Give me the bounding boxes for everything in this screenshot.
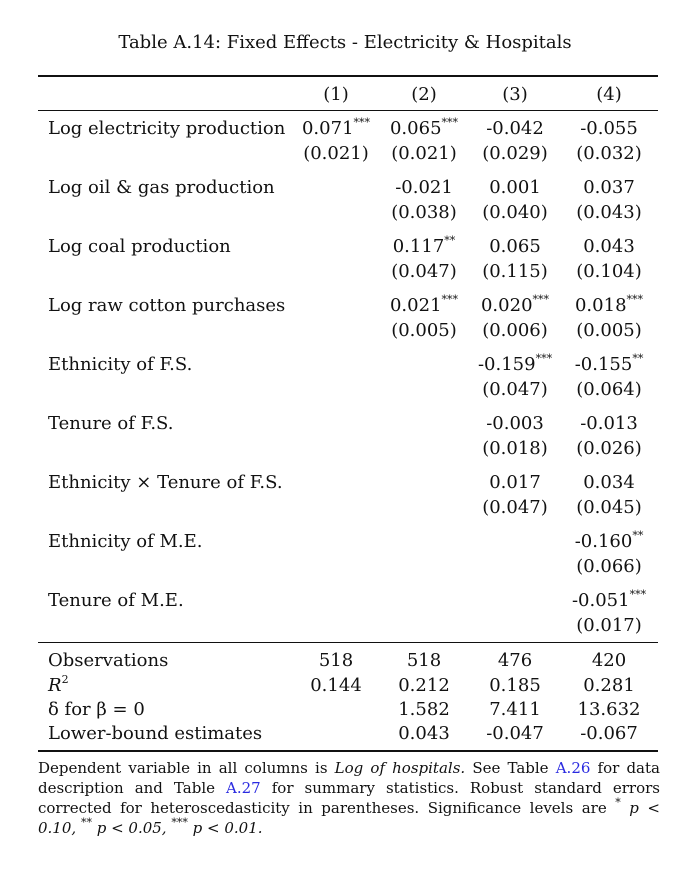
column-header-2: (2) <box>411 84 437 105</box>
significance-stars: *** <box>441 116 459 129</box>
coefficient-cell: 0.065 <box>489 236 541 257</box>
row-label: Log coal production <box>48 236 231 257</box>
coefficient-cell: -0.021 <box>395 177 453 198</box>
coefficient-cell: 0.001 <box>489 177 541 198</box>
column-header-1: (1) <box>323 84 349 105</box>
significance-stars: *** <box>532 293 550 306</box>
standard-error-cell: (0.029) <box>482 143 548 164</box>
coefficient-cell: 0.018*** <box>574 293 644 316</box>
standard-error-cell: (0.047) <box>391 261 457 282</box>
stat-value: -0.067 <box>580 723 638 744</box>
column-header-4: (4) <box>596 84 622 105</box>
coefficient-cell: -0.013 <box>580 413 638 434</box>
coefficient-cell: -0.042 <box>486 118 544 139</box>
stat-value: 0.281 <box>583 675 635 696</box>
significance-stars: *** <box>535 352 553 365</box>
significance-stars: *** <box>441 293 459 306</box>
stats-rule <box>38 642 658 643</box>
header-rule <box>38 110 658 111</box>
coefficient-cell: -0.159*** <box>477 352 553 375</box>
standard-error-cell: (0.047) <box>482 497 548 518</box>
stat-value: 0.043 <box>398 723 450 744</box>
standard-error-cell: (0.066) <box>576 556 642 577</box>
significance-stars: ** <box>444 234 456 247</box>
standard-error-cell: (0.018) <box>482 438 548 459</box>
column-header-3: (3) <box>502 84 528 105</box>
stat-value: 13.632 <box>577 699 641 720</box>
significance-stars: ** <box>632 529 644 542</box>
standard-error-cell: (0.017) <box>576 615 642 636</box>
significance-stars: *** <box>353 116 371 129</box>
significance-stars: *** <box>626 293 644 306</box>
row-label: Log electricity production <box>48 118 286 139</box>
stat-label-delta: δ for β = 0 <box>48 699 145 720</box>
stat-value: 420 <box>591 650 627 671</box>
standard-error-cell: (0.045) <box>576 497 642 518</box>
table-caption: Table A.14: Fixed Effects - Electricity & Hospitals <box>118 32 572 53</box>
standard-error-cell: (0.026) <box>576 438 642 459</box>
coefficient-cell: -0.051*** <box>571 588 647 611</box>
row-label: Ethnicity × Tenure of F.S. <box>48 472 283 493</box>
coefficient-cell: 0.065*** <box>389 116 459 139</box>
top-rule <box>38 75 658 77</box>
standard-error-cell: (0.006) <box>482 320 548 341</box>
row-label: Ethnicity of M.E. <box>48 531 203 552</box>
stat-value: 0.144 <box>310 675 362 696</box>
row-label: Tenure of M.E. <box>48 590 184 611</box>
standard-error-cell: (0.032) <box>576 143 642 164</box>
stat-value: 476 <box>497 650 533 671</box>
coefficient-cell: 0.021*** <box>389 293 459 316</box>
coefficient-cell: 0.043 <box>583 236 635 257</box>
standard-error-cell: (0.005) <box>391 320 457 341</box>
standard-error-cell: (0.064) <box>576 379 642 400</box>
row-label: Log oil & gas production <box>48 177 275 198</box>
stat-value: 0.212 <box>398 675 450 696</box>
standard-error-cell: (0.047) <box>482 379 548 400</box>
row-label: Ethnicity of F.S. <box>48 354 193 375</box>
standard-error-cell: (0.040) <box>482 202 548 223</box>
coefficient-cell: -0.155** <box>574 352 644 375</box>
standard-error-cell: (0.104) <box>576 261 642 282</box>
stat-label-r-squared: $R^2$ <box>48 673 69 696</box>
stat-value: 7.411 <box>489 699 541 720</box>
coefficient-cell: 0.117** <box>392 234 456 257</box>
stat-label-lower-bound: Lower-bound estimates <box>48 723 263 744</box>
table-footnote: Dependent variable in all columns is Log of hospitals. See Table A.26 for data description and Table A.27 for summary statistics. Robust standard errors corrected for heteroscedasticity in parentheses. Significance levels are * p < 0.10, ** p < 0.05, *** p < 0.01. <box>38 759 661 837</box>
stat-label-observations: Observations <box>48 650 169 671</box>
standard-error-cell: (0.021) <box>303 143 369 164</box>
table-ref-link[interactable]: A.26 <box>555 759 591 777</box>
significance-stars: *** <box>629 588 647 601</box>
coefficient-cell: 0.071*** <box>301 116 371 139</box>
standard-error-cell: (0.038) <box>391 202 457 223</box>
row-label: Tenure of F.S. <box>48 413 174 434</box>
significance-stars: ** <box>632 352 644 365</box>
standard-error-cell: (0.005) <box>576 320 642 341</box>
coefficient-cell: -0.003 <box>486 413 544 434</box>
stat-value: -0.047 <box>486 723 544 744</box>
coefficient-cell: 0.034 <box>583 472 635 493</box>
coefficient-cell: -0.055 <box>580 118 638 139</box>
stat-value: 0.185 <box>489 675 541 696</box>
coefficient-cell: 0.020*** <box>480 293 550 316</box>
coefficient-cell: 0.017 <box>489 472 541 493</box>
row-label: Log raw cotton purchases <box>48 295 286 316</box>
stat-value: 518 <box>318 650 354 671</box>
coefficient-cell: 0.037 <box>583 177 635 198</box>
table-ref-link[interactable]: A.27 <box>226 779 261 797</box>
stat-value: 1.582 <box>398 699 450 720</box>
coefficient-cell: -0.160** <box>574 529 644 552</box>
standard-error-cell: (0.115) <box>482 261 548 282</box>
standard-error-cell: (0.021) <box>391 143 457 164</box>
bottom-rule <box>38 750 658 752</box>
stat-value: 518 <box>406 650 442 671</box>
standard-error-cell: (0.043) <box>576 202 642 223</box>
